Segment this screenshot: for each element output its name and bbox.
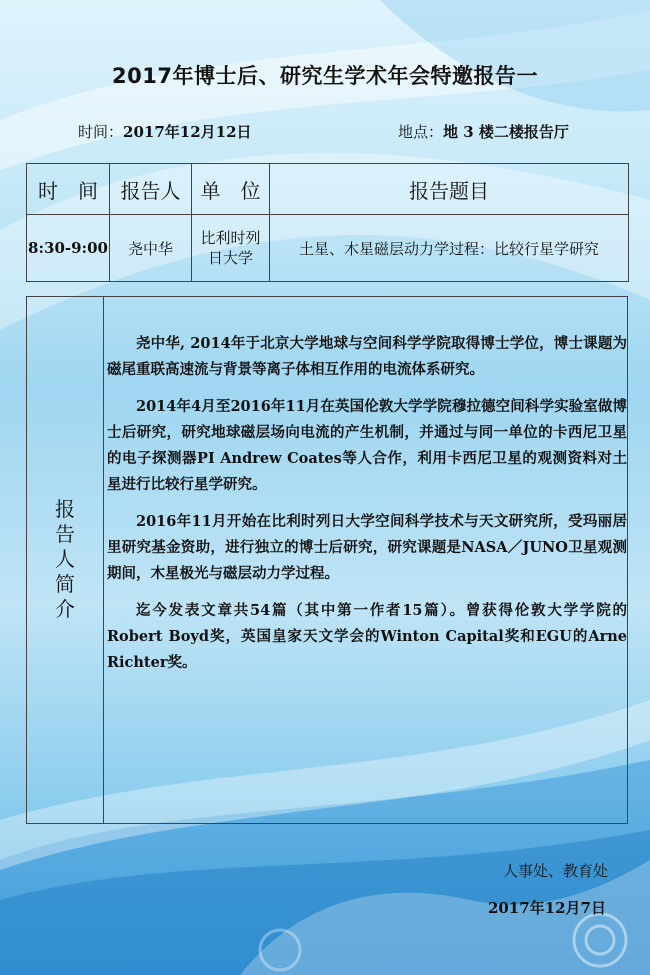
cell-unit: [192, 215, 270, 282]
bio-paragraph-2: 2014年4月至2016年11月在英国伦敦大学学院穆拉德空间科学实验室做博士后研究，研究地球磁层场向电流的产生机制，并通过与同一单位的卡西尼卫星的电子探测器PI Andrew Coates等人合作，利用卡西尼卫星的观测资料对土星进行比较行星学研究。: [107, 398, 627, 493]
footer-date: 2017年12月7日: [487, 899, 606, 917]
schedule-table: [26, 163, 629, 282]
bio-side-label: 报告人简介: [55, 497, 75, 621]
bio-paragraph-4: 迄今发表文章共54篇（其中第一作者15篇）。曾获得伦敦大学学院的Robert Boyd奖，英国皇家天文学会的Winton Capital奖和EGU的Arne Richter奖。: [107, 602, 627, 671]
bio-side-column: [27, 297, 104, 823]
event-time: [78, 121, 252, 142]
page-title: 2017年博士后、研究生学术年会特邀报告一: [112, 64, 538, 88]
table-row: [27, 215, 629, 282]
header-topic: 报告题目: [270, 164, 629, 215]
time-value: 2017年12月12日: [123, 123, 252, 141]
table-header-row: [27, 164, 629, 215]
footer-department: 人事处、教育处: [502, 862, 608, 880]
bio-paragraph-3: 2016年11月开始在比利时列日大学空间科学技术与天文研究所，受玛丽居里研究基金资助，进行独立的博士后研究，研究课题是NASA／JUNO卫星观测期间，木星极光与磁层动力学过程。: [107, 513, 627, 582]
cell-time: 8:30-9:00: [27, 215, 110, 282]
header-speaker: 报告人: [110, 164, 192, 215]
header-time: 时 间: [27, 164, 110, 215]
place-value: 地 3 楼二楼报告厅: [443, 123, 569, 141]
cell-speaker: 尧中华: [110, 215, 192, 282]
event-place: [398, 121, 569, 142]
bio-paragraph-1: 尧中华, 2014年于北京大学地球与空间科学学院取得博士学位，博士课题为磁尾重联高速流与背景等离子体相互作用的电流体系研究。: [107, 335, 627, 378]
cell-unit-text: 比利时列日大学: [200, 229, 261, 267]
cell-topic: 土星、木星磁层动力学过程：比较行星学研究: [270, 215, 629, 282]
bio-section: [26, 296, 628, 824]
place-label: 地点：: [398, 123, 444, 141]
time-label: 时间：: [78, 123, 124, 141]
bio-text: [107, 331, 627, 687]
header-unit: 单 位: [192, 164, 270, 215]
